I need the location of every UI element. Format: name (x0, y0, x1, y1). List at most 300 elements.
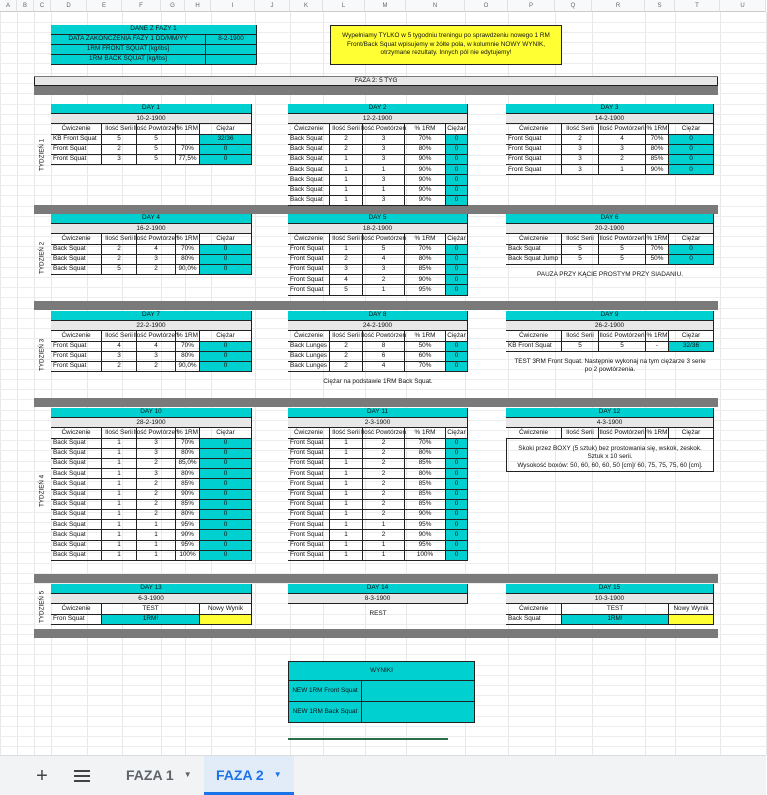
exercise-cell: 2 (137, 479, 176, 489)
exercise-cell: 95% (405, 541, 446, 551)
week-label: TYDZIEŃ 5 (38, 590, 46, 623)
exercise-cell: 80% (176, 510, 200, 520)
exercise-cell: 4 (137, 342, 176, 352)
exercise-cell: 2 (137, 265, 176, 275)
exercise-cell[interactable]: 0 (200, 245, 252, 255)
exercise-cell: 1 (102, 449, 137, 459)
column-header-cell: Ciężar (669, 331, 714, 341)
column-header-cell: Ilość Powtórzeń (599, 124, 646, 134)
exercise-cell[interactable]: 0 (200, 449, 252, 459)
exercise-cell: 1 (137, 551, 176, 561)
column-header-cell: Ciężar (446, 428, 468, 438)
day-date: 24-2-1900 (288, 321, 468, 331)
exercise-cell: 90% (405, 510, 446, 520)
column-header-cell: Ćwiczenie (506, 331, 562, 341)
column-header-cell: Ilość Powtórzeń (137, 124, 176, 134)
exercise-cell: 1 (330, 449, 363, 459)
exercise-cell: 2 (330, 135, 363, 145)
exercise-cell: 1 (330, 520, 363, 530)
column-header[interactable]: Q (555, 0, 592, 12)
exercise-cell: 1 (137, 541, 176, 551)
exercise-cell[interactable]: 0 (669, 145, 714, 155)
exercise-cell: 80% (405, 469, 446, 479)
column-header[interactable]: M (365, 0, 406, 12)
exercise-cell: 90% (405, 175, 446, 185)
exercise-cell: 3 (102, 155, 137, 165)
exercise-cell: 4 (363, 255, 405, 265)
exercise-cell[interactable]: 0 (200, 500, 252, 510)
exercise-cell[interactable]: 0 (446, 490, 468, 500)
tab-label: FAZA 2 (216, 766, 264, 783)
day-date: 8-3-1900 (288, 594, 468, 604)
exercise-cell: 80% (646, 145, 669, 155)
exercise-cell: Back Squat (51, 490, 102, 500)
exercise-cell: 70% (176, 439, 200, 449)
exercise-cell[interactable]: 0 (200, 530, 252, 540)
column-header-cell: Ciężar (446, 124, 468, 134)
exercise-cell: 3 (562, 155, 599, 165)
exercise-cell[interactable]: 0 (446, 155, 468, 165)
column-header-cell: Ilość Serii (102, 428, 137, 438)
tab-label: FAZA 1 (126, 766, 174, 783)
column-header-cell: Ciężar (669, 234, 714, 244)
exercise-cell: 2 (363, 479, 405, 489)
exercise-cell[interactable]: 0 (446, 500, 468, 510)
column-header[interactable]: E (87, 0, 122, 12)
exercise-cell[interactable]: 0 (200, 265, 252, 275)
exercise-cell: Front Squat (51, 352, 102, 362)
column-header-cell: Ilość Powtórzeń (363, 428, 405, 438)
exercise-cell: 1 (330, 459, 363, 469)
exercise-cell: 85,0% (176, 459, 200, 469)
column-header[interactable]: T (675, 0, 720, 12)
column-header[interactable]: A (0, 0, 17, 12)
exercise-cell[interactable]: 32/36 (200, 135, 252, 145)
new-result-input[interactable] (669, 615, 714, 625)
exercise-cell: 1 (102, 541, 137, 551)
exercise-cell[interactable]: 0 (446, 362, 468, 372)
exercise-cell: 95% (405, 520, 446, 530)
exercise-cell: Front Squat (288, 265, 330, 275)
day-date: 18-2-1900 (288, 224, 468, 234)
phase-info-label: 1RM BACK SQUAT [kg/lbs] (51, 55, 206, 65)
column-header-cell: Ilość Powtórzeń (363, 124, 405, 134)
exercise-cell: 95% (176, 541, 200, 551)
exercise-cell: 2 (363, 449, 405, 459)
exercise-cell: 1 (363, 520, 405, 530)
exercise-cell: Front Squat (288, 255, 330, 265)
exercise-cell: Back Squat (51, 530, 102, 540)
exercise-cell[interactable]: 0 (446, 186, 468, 196)
exercise-cell: 3 (363, 135, 405, 145)
column-header[interactable]: K (290, 0, 323, 12)
exercise-cell[interactable]: 0 (446, 255, 468, 265)
column-header[interactable]: J (255, 0, 290, 12)
exercise-cell: 1 (330, 469, 363, 479)
column-header[interactable]: P (508, 0, 555, 12)
day-date: 10-2-1900 (51, 114, 252, 124)
exercise-cell: 3 (363, 265, 405, 275)
exercise-cell: 3 (562, 145, 599, 155)
column-header[interactable]: S (645, 0, 675, 12)
exercise-cell[interactable]: 0 (200, 459, 252, 469)
column-header-cell: % 1RM (405, 234, 446, 244)
plus-icon[interactable]: + (36, 764, 48, 787)
exercise-cell: 5 (137, 155, 176, 165)
column-header-cell: % 1RM (405, 331, 446, 341)
exercise-cell: 100% (176, 551, 200, 561)
result-value[interactable] (362, 681, 475, 702)
day-date: 4-3-1900 (506, 418, 714, 428)
exercise-cell: 1 (330, 165, 363, 175)
exercise-cell[interactable]: 0 (669, 165, 714, 175)
exercise-cell[interactable]: 0 (446, 459, 468, 469)
column-header-cell: Ćwiczenie (51, 124, 102, 134)
exercise-cell[interactable]: 0 (200, 479, 252, 489)
exercise-cell: Back Squat (288, 175, 330, 185)
exercise-cell: 100% (405, 551, 446, 561)
exercise-cell[interactable]: 0 (200, 145, 252, 155)
exercise-cell[interactable]: 0 (446, 285, 468, 295)
test-header: Nowy Wynik (669, 604, 714, 614)
exercise-cell: 2 (330, 352, 363, 362)
column-header-cell: % 1RM (176, 428, 200, 438)
exercise-cell: 70% (176, 342, 200, 352)
column-header-cell: Ilość Powtórzeń (599, 331, 646, 341)
exercise-cell[interactable]: 0 (200, 520, 252, 530)
exercise-cell[interactable]: 0 (200, 551, 252, 561)
column-header-cell: Ciężar (200, 331, 252, 341)
exercise-cell[interactable]: 0 (200, 490, 252, 500)
exercise-cell[interactable]: 0 (200, 155, 252, 165)
column-header[interactable]: F (122, 0, 161, 12)
exercise-cell: Front Squat (506, 165, 562, 175)
exercise-cell: Back Squat (51, 551, 102, 561)
exercise-cell: Front Squat (51, 342, 102, 352)
exercise-cell: 1 (330, 196, 363, 206)
column-header-cell: Ćwiczenie (288, 124, 330, 134)
exercise-cell: 8 (363, 342, 405, 352)
exercise-cell: Front Squat (288, 541, 330, 551)
day-note: Ciężar na podstawie 1RM Back Squat. (323, 378, 433, 386)
exercise-cell: 5 (137, 145, 176, 155)
exercise-cell: Front Squat (288, 245, 330, 255)
day-date: 14-2-1900 (506, 114, 714, 124)
exercise-cell: Front Squat (288, 275, 330, 285)
exercise-cell: 85% (405, 459, 446, 469)
exercise-cell: 70% (176, 245, 200, 255)
exercise-cell: 2 (363, 490, 405, 500)
exercise-cell[interactable]: 0 (200, 541, 252, 551)
exercise-cell[interactable]: 0 (446, 510, 468, 520)
new-result-input[interactable] (200, 615, 252, 625)
column-header[interactable]: U (720, 0, 766, 12)
exercise-cell: Front Squat (288, 530, 330, 540)
column-header[interactable]: H (185, 0, 211, 12)
exercise-cell[interactable]: 0 (446, 196, 468, 206)
exercise-cell: 50% (405, 342, 446, 352)
exercise-cell: 70% (405, 362, 446, 372)
exercise-cell[interactable]: 0 (446, 479, 468, 489)
exercise-cell: 3 (363, 155, 405, 165)
exercise-cell: 4 (599, 135, 646, 145)
column-header-cell: Ilość Serii (330, 124, 363, 134)
exercise-cell: 2 (102, 245, 137, 255)
exercise-cell: 85% (405, 490, 446, 500)
exercise-cell: Back Squat (51, 439, 102, 449)
phase-info-title: DANE Z FAZY 1 (51, 25, 257, 35)
test-value: 1RM! (102, 615, 200, 625)
week-separator-bar (34, 205, 718, 214)
exercise-cell: 1 (363, 551, 405, 561)
exercise-cell[interactable]: 0 (200, 352, 252, 362)
column-header-cell: Ciężar (200, 234, 252, 244)
result-label: NEW 1RM Front Squat (288, 681, 362, 702)
test-value: 1RM! (562, 615, 669, 625)
column-header[interactable]: N (406, 0, 465, 12)
exercise-cell: 1 (330, 155, 363, 165)
column-header-cell: Ilość Powtórzeń (137, 428, 176, 438)
exercise-cell[interactable]: 0 (446, 165, 468, 175)
exercise-cell[interactable]: 0 (446, 439, 468, 449)
column-header-cell: Ćwiczenie (51, 331, 102, 341)
column-header-cell: Ilość Serii (562, 428, 599, 438)
exercise-cell[interactable]: 0 (669, 245, 714, 255)
exercise-cell: Back Lunges (288, 362, 330, 372)
exercise-cell[interactable]: 0 (446, 541, 468, 551)
column-header[interactable]: L (323, 0, 365, 12)
exercise-cell[interactable]: 0 (446, 342, 468, 352)
day-title: DAY 10 (51, 408, 252, 418)
exercise-cell: 5 (599, 255, 646, 265)
day-note: Skoki przez BOXY (5 sztuk) bez prostowania się, wskok, zeskok. Sztuk x 10 serii. Wysokość boxów: 50, 60, 60, 60, 50 [cm]/ 60, 75, 75, 75, 60 [cm]. (506, 438, 714, 472)
sheet-tabs-bar (0, 755, 766, 795)
exercise-cell: 1 (330, 479, 363, 489)
exercise-cell: 95% (405, 285, 446, 295)
exercise-cell: 1 (137, 520, 176, 530)
exercise-cell: 1 (330, 551, 363, 561)
column-header-cell: Ćwiczenie (288, 331, 330, 341)
exercise-cell: 1 (102, 500, 137, 510)
instruction-note: Wypełniamy TYLKO w 5 tygodniu treningu po sprawdzeniu nowego 1 RM Front/Back Squat wpisujemy w żółte pola, w kolumnie NOWY WYNIK, otrzymane rezultaty. Innych pól nie edytujemy! (330, 25, 562, 65)
week-label: TYDZIEŃ 2 (38, 241, 46, 274)
exercise-cell: 90% (405, 186, 446, 196)
exercise-cell: Back Squat (51, 510, 102, 520)
column-header-cell: Ilość Serii (102, 331, 137, 341)
exercise-cell: Front Squat (51, 155, 102, 165)
exercise-cell: 2 (330, 145, 363, 155)
exercise-cell: Front Squat (288, 551, 330, 561)
exercise-cell: 95% (176, 520, 200, 530)
caret-down-icon: ▼ (183, 770, 192, 779)
exercise-cell: 80% (405, 145, 446, 155)
column-header[interactable]: G (161, 0, 185, 12)
column-header-cell: Ilość Serii (102, 234, 137, 244)
day-title: DAY 14 (288, 584, 468, 594)
column-header-cell: Ilość Powtórzeń (363, 331, 405, 341)
exercise-cell: 90% (176, 530, 200, 540)
exercise-cell: 3 (330, 265, 363, 275)
column-header[interactable]: O (465, 0, 508, 12)
exercise-cell: Front Squat (288, 510, 330, 520)
exercise-cell: 1 (102, 439, 137, 449)
results-bar (288, 738, 448, 740)
exercise-cell: 2 (102, 255, 137, 265)
phase-info-value[interactable] (206, 45, 257, 55)
exercise-cell[interactable]: 0 (200, 469, 252, 479)
exercise-cell: 80% (176, 352, 200, 362)
exercise-cell[interactable]: 0 (446, 551, 468, 561)
exercise-cell: 2 (102, 145, 137, 155)
day-title: DAY 5 (288, 214, 468, 224)
exercise-cell[interactable]: 0 (200, 255, 252, 265)
day-title: DAY 12 (506, 408, 714, 418)
exercise-cell: 2 (330, 362, 363, 372)
exercise-cell: 2 (363, 459, 405, 469)
result-value[interactable] (362, 702, 475, 723)
exercise-cell: 90% (405, 196, 446, 206)
day-title: DAY 2 (288, 104, 468, 114)
column-header[interactable]: I (211, 0, 255, 12)
exercise-cell: 3 (363, 196, 405, 206)
exercise-cell: 85% (646, 155, 669, 165)
exercise-cell[interactable]: 0 (200, 510, 252, 520)
exercise-cell: 90% (405, 275, 446, 285)
exercise-cell: 5 (363, 245, 405, 255)
exercise-cell: KB Front Squat (506, 342, 562, 352)
exercise-cell: 2 (330, 255, 363, 265)
test-exercise: Back Squat (506, 615, 562, 625)
exercise-cell: 5 (562, 255, 599, 265)
column-header-cell: Ilość Powtórzeń (137, 234, 176, 244)
exercise-cell: 70% (646, 135, 669, 145)
day-title: DAY 8 (288, 311, 468, 321)
column-header-cell: Ćwiczenie (51, 428, 102, 438)
test-header: Nowy Wynik (200, 604, 252, 614)
phase-info-value[interactable] (206, 55, 257, 65)
result-label: NEW 1RM Back Squat (288, 702, 362, 723)
exercise-cell[interactable]: 0 (446, 520, 468, 530)
exercise-cell: 2 (599, 155, 646, 165)
column-header-cell: Ćwiczenie (288, 428, 330, 438)
exercise-cell[interactable]: 0 (200, 439, 252, 449)
exercise-cell: 85% (405, 265, 446, 275)
exercise-cell[interactable]: 0 (446, 145, 468, 155)
exercise-cell[interactable]: 0 (446, 265, 468, 275)
exercise-cell: 1 (102, 490, 137, 500)
column-header-cell: Ciężar (669, 428, 714, 438)
column-header[interactable]: C (34, 0, 51, 12)
exercise-cell: Back Squat (51, 469, 102, 479)
exercise-cell: 70% (405, 439, 446, 449)
exercise-cell: - (646, 342, 669, 352)
exercise-cell: 2 (363, 500, 405, 510)
exercise-cell: 1 (102, 459, 137, 469)
column-header-cell: % 1RM (646, 331, 669, 341)
exercise-cell: 1 (330, 245, 363, 255)
exercise-cell: 90% (405, 165, 446, 175)
exercise-cell: 2 (137, 510, 176, 520)
day-date: 22-2-1900 (51, 321, 252, 331)
test-header: Ćwiczenie (506, 604, 562, 614)
week-separator-bar (34, 301, 718, 310)
day-title: DAY 7 (51, 311, 252, 321)
column-header[interactable]: D (51, 0, 87, 12)
exercise-cell[interactable]: 0 (669, 135, 714, 145)
exercise-cell: 5 (137, 135, 176, 145)
exercise-cell: 3 (137, 469, 176, 479)
phase-info-label: 1RM FRONT SQUAT [kg/lbs] (51, 45, 206, 55)
day-note: TEST 3RM Front Squat. Następnie wykonaj na tym ciężarze 3 serie po 2 powtórzenia. (514, 357, 706, 374)
exercise-cell: 1 (102, 469, 137, 479)
menu-lines-icon[interactable] (70, 764, 94, 788)
column-header[interactable]: R (592, 0, 645, 12)
exercise-cell: 5 (599, 245, 646, 255)
exercise-cell: 5 (330, 285, 363, 295)
exercise-cell[interactable]: 0 (446, 135, 468, 145)
day-date: 28-2-1900 (51, 418, 252, 428)
exercise-cell: 1 (330, 439, 363, 449)
exercise-cell: 90,0% (176, 265, 200, 275)
exercise-cell[interactable]: 0 (200, 342, 252, 352)
exercise-cell[interactable]: 0 (446, 469, 468, 479)
caret-down-icon: ▼ (273, 770, 282, 779)
day-title: DAY 15 (506, 584, 714, 594)
exercise-cell: 1 (330, 490, 363, 500)
exercise-cell: 2 (363, 275, 405, 285)
exercise-cell[interactable]: 0 (446, 352, 468, 362)
exercise-cell: Front Squat (51, 362, 102, 372)
exercise-cell[interactable]: 0 (669, 255, 714, 265)
day-date: 12-2-1900 (288, 114, 468, 124)
column-header[interactable]: B (17, 0, 34, 12)
exercise-cell: 1 (102, 510, 137, 520)
tab-faza-2[interactable] (204, 756, 294, 793)
exercise-cell: 1 (102, 551, 137, 561)
exercise-cell: 2 (562, 135, 599, 145)
week-label: TYDZIEŃ 4 (38, 474, 46, 508)
exercise-cell[interactable]: 0 (669, 155, 714, 165)
week-separator-bar (34, 86, 718, 95)
exercise-cell: 5 (102, 135, 137, 145)
tab-faza-1[interactable] (112, 756, 206, 793)
exercise-cell[interactable]: 0 (446, 530, 468, 540)
exercise-cell: 80% (405, 255, 446, 265)
day-note: REST (369, 610, 387, 618)
phase-info-value[interactable]: 8-2-1900 (206, 35, 257, 45)
day-title: DAY 13 (51, 584, 252, 594)
exercise-cell: Front Squat (288, 439, 330, 449)
exercise-cell: 6 (363, 352, 405, 362)
exercise-cell: 70% (405, 135, 446, 145)
exercise-cell: 3 (363, 145, 405, 155)
column-header-cell: Ilość Serii (562, 331, 599, 341)
exercise-cell: Back Squat (51, 479, 102, 489)
exercise-cell: Back Squat (51, 449, 102, 459)
day-note: PAUZA PRZY KĄCIE PROSTYM PRZY SIADANIU. (537, 271, 683, 278)
exercise-cell[interactable]: 0 (446, 245, 468, 255)
column-header-cell: Ćwiczenie (506, 428, 562, 438)
exercise-cell: 3 (562, 165, 599, 175)
exercise-cell: 85% (405, 479, 446, 489)
exercise-cell[interactable]: 32/36 (669, 342, 714, 352)
exercise-cell[interactable]: 0 (200, 362, 252, 372)
exercise-cell[interactable]: 0 (446, 175, 468, 185)
exercise-cell[interactable]: 0 (446, 449, 468, 459)
column-header-cell: Ilość Serii (330, 234, 363, 244)
exercise-cell[interactable]: 0 (446, 275, 468, 285)
exercise-cell: Back Squat (51, 500, 102, 510)
